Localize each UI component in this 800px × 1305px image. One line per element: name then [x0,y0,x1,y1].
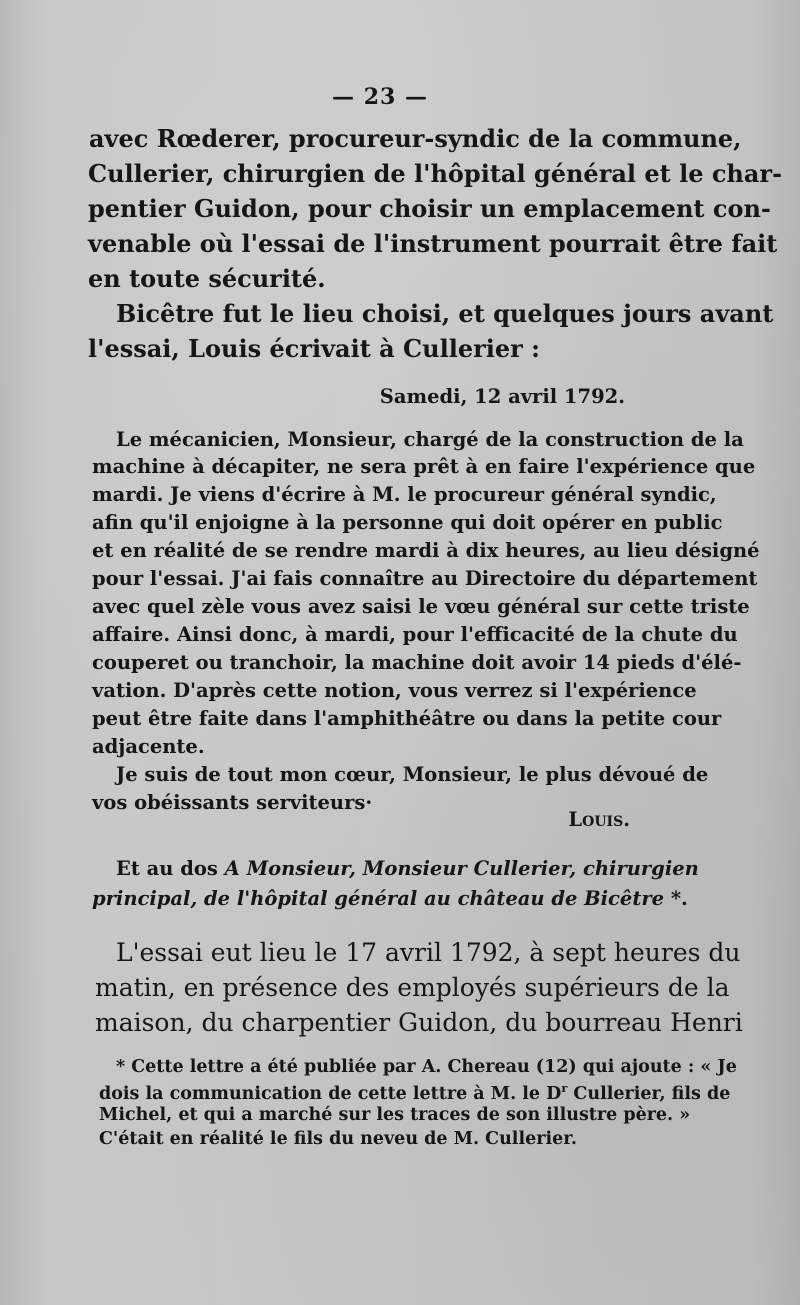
letter-date: Samedi, 12 avril 1792. [379,385,625,408]
footnote-line: Michel, et qui a marché sur les traces de son illustre père. » [99,1105,691,1125]
paragraph1-line: avec Rœderer, procureur-syndic de la commune, [89,124,742,153]
paragraph1-line: venable où l'essai de l'instrument pourrait être fait [88,229,778,258]
letter-line: pour l'essai. J'ai fais connaître au Directoire du département [92,567,758,590]
letter-line: affaire. Ainsi donc, à mardi, pour l'efficacité de la chute du [92,623,738,646]
letter-line: adjacente. [92,735,205,758]
paragraph1-line: Cullerier, chirurgien de l'hôpital général et le char- [88,159,783,188]
paragraph1-line: pentier Guidon, pour choisir un emplacement con- [88,194,771,223]
address-italic: A Monsieur, Monsieur Cullerier, chirurgien [224,857,699,880]
address-line [116,857,699,880]
letter-line: afin qu'il enjoigne à la personne qui doit opérer en public [92,511,723,534]
footnote-line: C'était en réalité le fils du neveu de M. Cullerier. [99,1129,577,1149]
letter-line: vation. D'après cette notion, vous verrez si l'expérience [92,679,697,702]
letter-line: avec quel zèle vous avez saisi le vœu général sur cette triste [92,595,750,618]
letter-line: peut être faite dans l'amphithéâtre ou dans la petite cour [92,707,722,730]
page-number: — 23 — [332,84,428,110]
paragraph1-line: en toute sécurité. [88,264,326,293]
paragraph3-line: matin, en présence des employés supérieurs de la [95,973,730,1002]
letter-closing-line: vos obéissants serviteurs· [92,791,373,814]
letter-line: couperet ou tranchoir, la machine doit avoir 14 pieds d'élé- [92,651,742,674]
letter-line: et en réalité de se rendre mardi à dix heures, au lieu désigné [92,539,760,562]
letter-signature: Louis. [568,808,630,831]
letter-line: Le mécanicien, Monsieur, chargé de la construction de la [116,428,744,451]
address-line [92,887,688,910]
letter-closing-line: Je suis de tout mon cœur, Monsieur, le plus dévoué de [116,763,709,786]
footnote-line: dois la communication de cette lettre à M. le $D^r$ Cullerier, fils de [99,1081,731,1104]
address-suffix: *. [664,887,688,910]
letter-line: mardi. Je viens d'écrire à M. le procureur général syndic, [92,483,717,506]
letter-line: machine à décapiter, ne sera prêt à en faire l'expérience que [92,455,756,478]
paragraph2-line: Bicêtre fut le lieu choisi, et quelques jours avant [116,299,774,328]
paragraph3-line: maison, du charpentier Guidon, du bourreau Henri [95,1008,743,1037]
address-italic: principal, de l'hôpital général au château de Bicêtre [92,887,665,910]
paragraph2-line: l'essai, Louis écrivait à Cullerier : [88,334,541,363]
address-intro: Et au dos [116,857,225,880]
paragraph3-line: L'essai eut lieu le 17 avril 1792, à sept heures du [116,938,741,967]
footnote-line: * Cette lettre a été publiée par A. Chereau (12) qui ajoute : « Je [116,1057,737,1077]
